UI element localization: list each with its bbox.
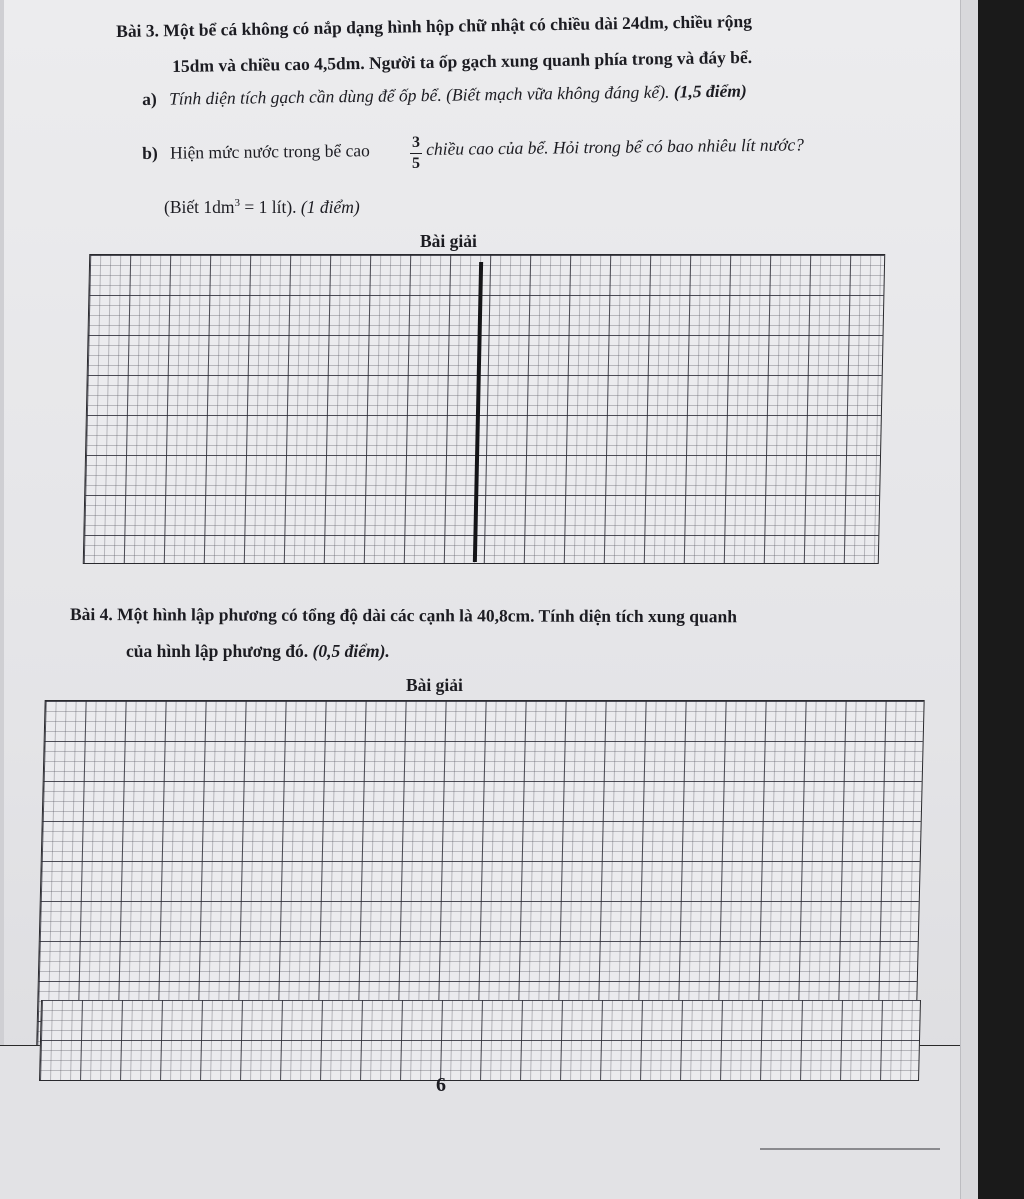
note-close: = 1 lít). xyxy=(239,196,297,217)
problem4-text-2: của hình lập phương đó. xyxy=(126,641,309,661)
note-open: (Biết 1dm xyxy=(164,196,235,217)
fraction-three-fifths xyxy=(410,134,422,173)
problem4-solution-heading: Bài giải xyxy=(406,675,463,695)
answer-grid-problem3[interactable] xyxy=(83,254,885,564)
problem3-text-1: Một bể cá không có nắp dạng hình hộp chữ nhật có chiều dài 24dm, chiều rộng xyxy=(163,11,753,41)
problem3-solution-heading: Bài giải xyxy=(420,231,477,251)
problem3-note xyxy=(164,192,360,218)
note-exponent: 3 xyxy=(234,197,240,209)
part-a-text: Tính diện tích gạch cần dùng để ốp bể. (Biết mạch vữa không đáng kể). xyxy=(168,81,670,109)
problem3-part-a xyxy=(142,80,747,110)
page-number: 6 xyxy=(436,1074,446,1096)
problem3-line2: 15dm và chiều cao 4,5dm. Người ta ốp gạch xung quanh phía trong và đáy bể. xyxy=(172,46,753,76)
problem3-line1 xyxy=(116,10,752,42)
pencil-mark xyxy=(760,1148,940,1150)
part-a-points: (1,5 điểm) xyxy=(673,80,747,102)
problem4-line1 xyxy=(70,603,737,627)
problem4-label: Bài 4. xyxy=(69,604,113,625)
part-b-text-after: chiều cao của bể. Hỏi trong bể có bao nhiêu lít nước? xyxy=(426,134,805,159)
fraction-bar xyxy=(410,153,422,154)
page-edge xyxy=(0,0,4,1045)
underlying-page-edge xyxy=(960,0,978,1199)
part-a-label: a) xyxy=(142,88,157,109)
part-b-label: b) xyxy=(142,142,158,163)
answer-grid-problem4-lower[interactable] xyxy=(39,1000,921,1081)
fraction-numerator: 3 xyxy=(412,134,420,151)
part-b-text-before: Hiện mức nước trong bể cao xyxy=(169,140,370,163)
note-points: (1 điểm) xyxy=(300,196,360,217)
problem4-text-1: Một hình lập phương có tổng độ dài các cạnh là 40,8cm. Tính diện tích xung quanh xyxy=(117,604,738,627)
problem3-part-b xyxy=(142,139,370,164)
problem4-line2 xyxy=(126,640,390,662)
problem4-points: (0,5 điểm). xyxy=(312,641,390,661)
problem3-label: Bài 3. xyxy=(116,20,160,41)
fraction-denominator: 5 xyxy=(412,155,420,172)
